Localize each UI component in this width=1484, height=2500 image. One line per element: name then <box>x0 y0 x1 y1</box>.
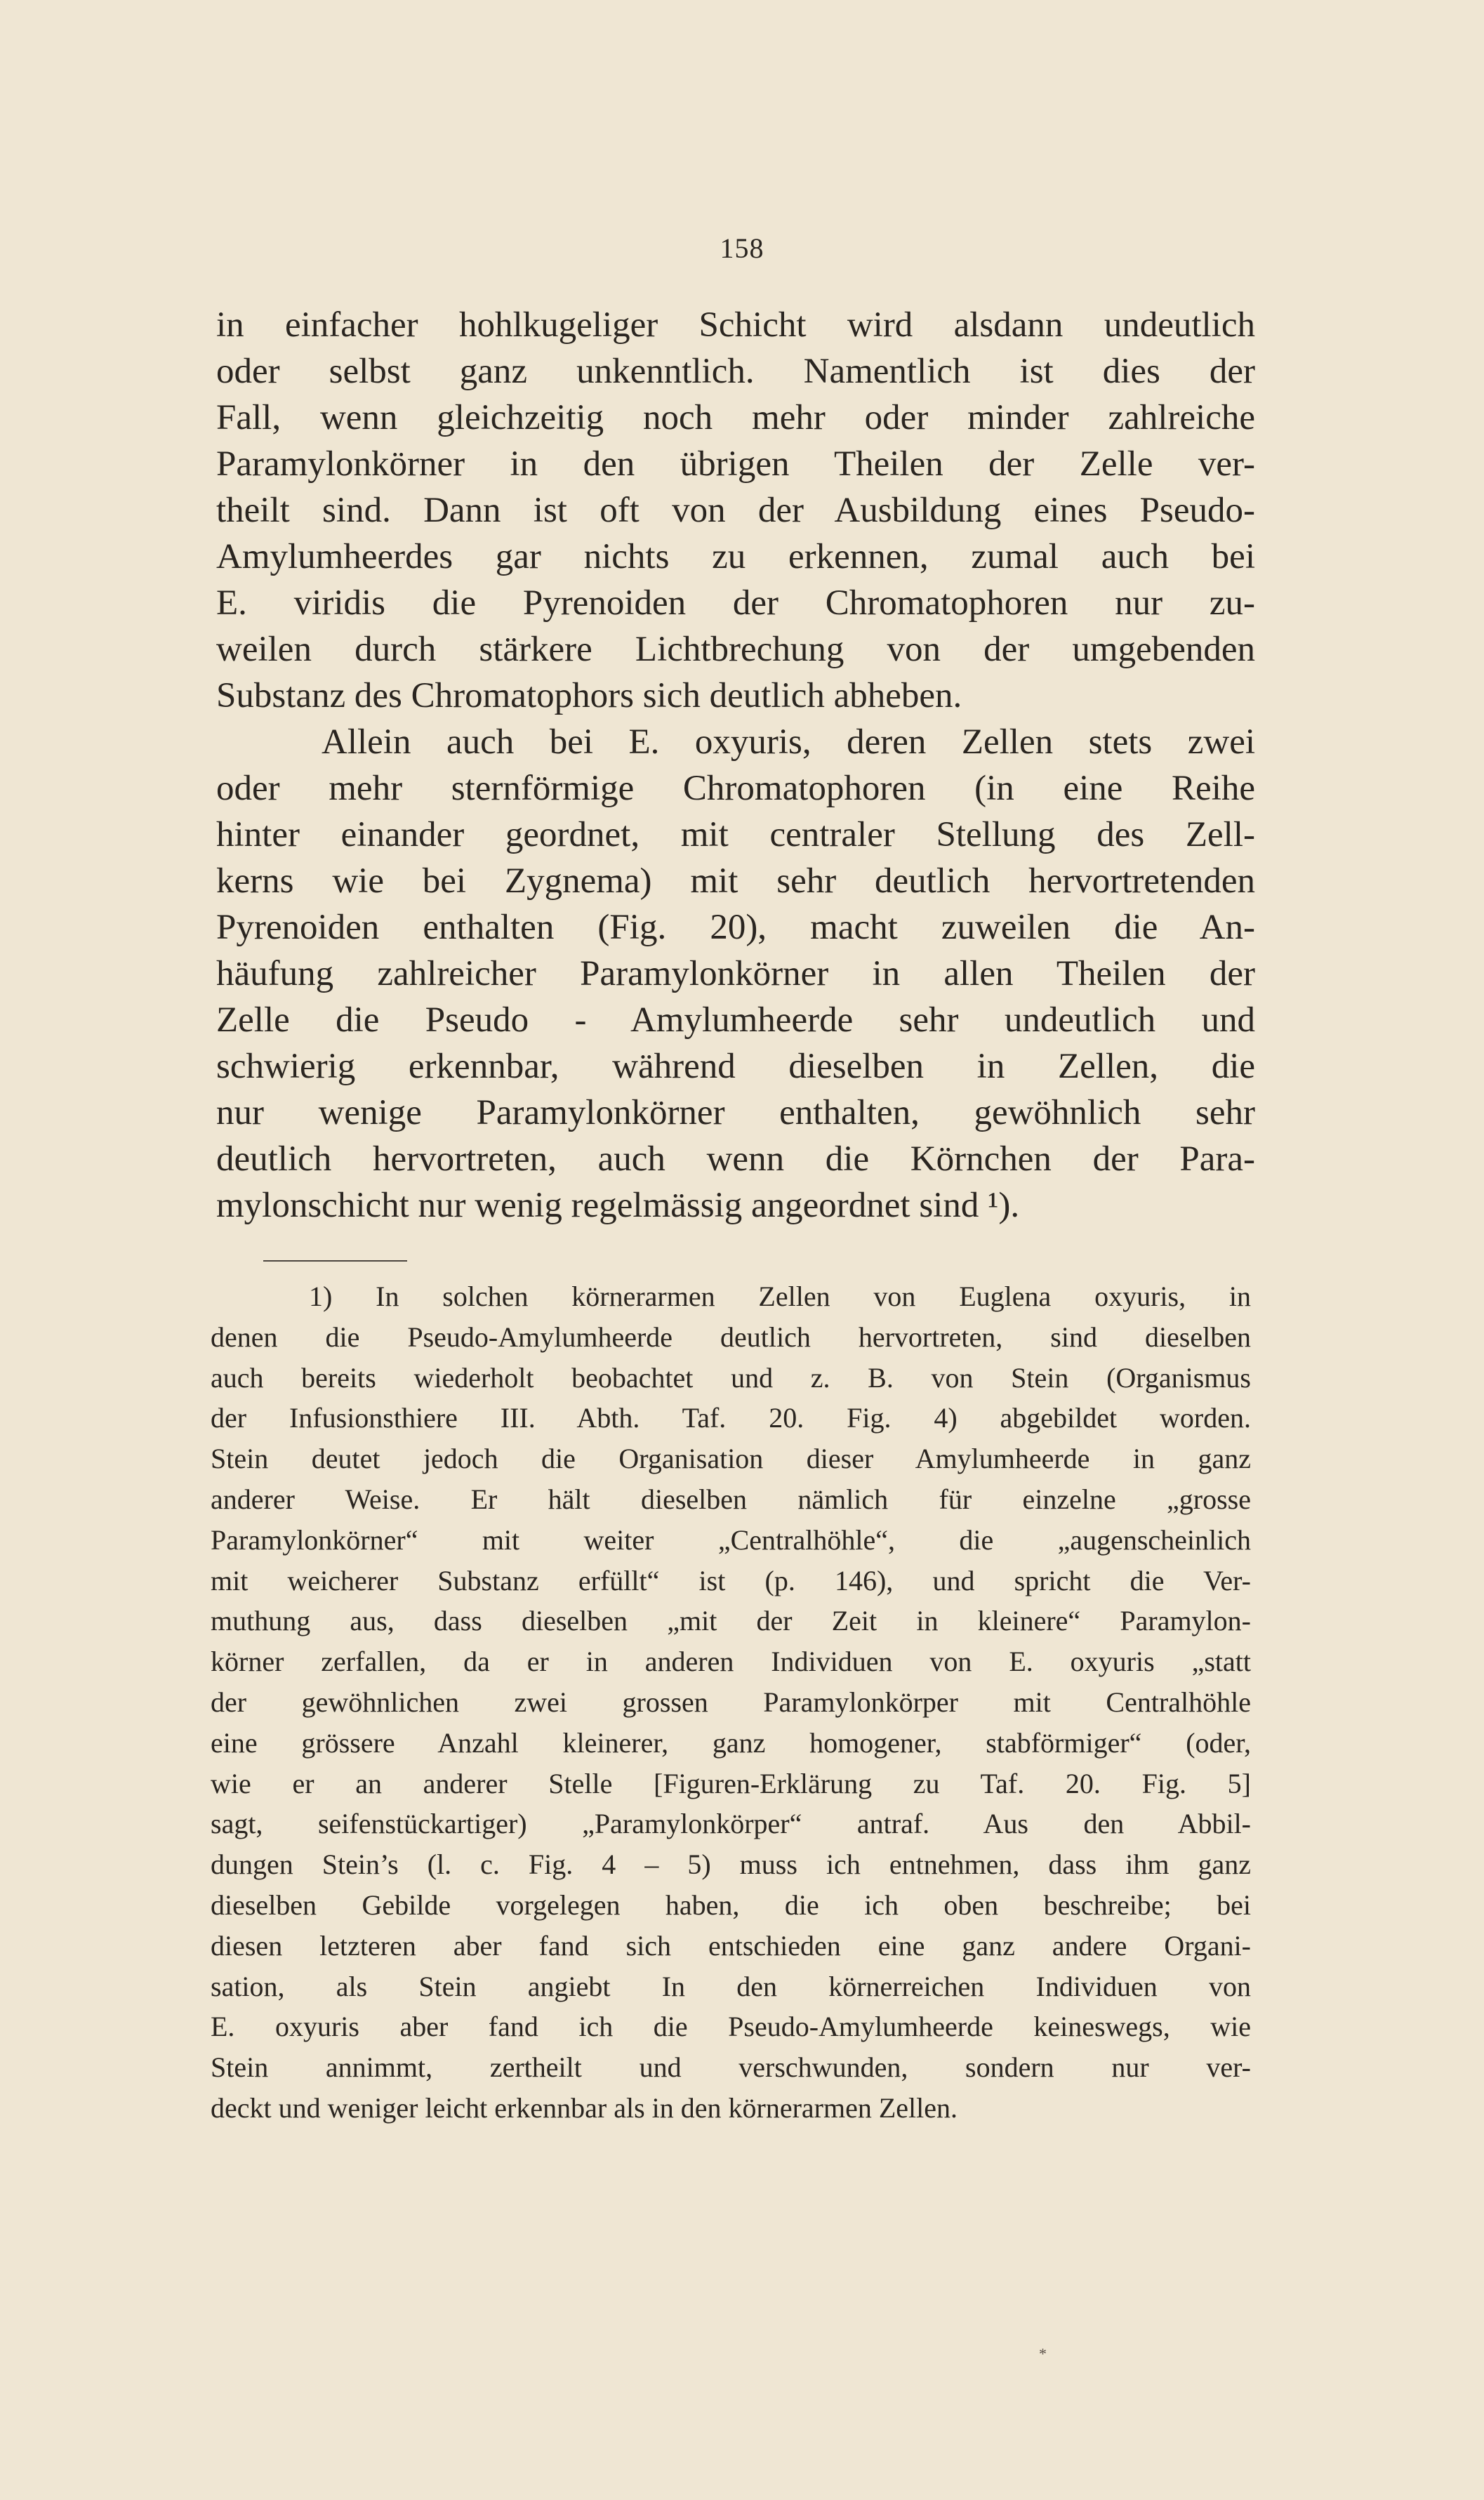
text-line: Substanz des Chromatophors sich deutlich abheben. <box>216 676 962 715</box>
footnote-line: Stein deutet jedoch die Organisation dieser Amylumheerde in ganz <box>211 1443 1251 1475</box>
footnote-line: Stein annimmt, zertheilt und verschwunden, sondern nur ver- <box>211 2051 1251 2084</box>
footnote-line: mit weicherer Substanz erfüllt“ ist (p. 146), und spricht die Ver- <box>211 1564 1251 1596</box>
footnote-line: körner zerfallen, da er in anderen Individuen von E. oxyuris „statt <box>211 1646 1251 1678</box>
text-line: Amylumheerdes gar nichts zu erkennen, zumal auch bei <box>216 537 1255 576</box>
text-line: deutlich hervortreten, auch wenn die Körnchen der Para- <box>216 1139 1255 1179</box>
footnote-line: dieselben Gebilde vorgelegen haben, die ich oben beschreibe; bei <box>211 1889 1251 1921</box>
text-line: Paramylonkörner in den übrigen Theilen der Zelle ver- <box>216 444 1255 484</box>
text-line: Zelle die Pseudo - Amylumheerde sehr undeutlich und <box>216 1000 1255 1040</box>
text-line: E. viridis die Pyrenoiden der Chromatophoren nur zu- <box>216 583 1255 623</box>
text-line: mylonschicht nur wenig regelmässig angeordnet sind ¹). <box>216 1186 1020 1225</box>
text-line: Fall, wenn gleichzeitig noch mehr oder minder zahlreiche <box>216 398 1255 437</box>
footnote-line: muthung aus, dass dieselben „mit der Zeit in kleinere“ Paramylon- <box>211 1605 1251 1637</box>
text-line: oder mehr sternförmige Chromatophoren (in eine Reihe <box>216 769 1255 808</box>
page-number: 158 <box>720 232 764 264</box>
main-text-block <box>216 302 1255 1229</box>
footnote-line: wie er an anderer Stelle [Figuren-Erklärung zu Taf. 20. Fig. 5] <box>211 1767 1251 1799</box>
footnote-line: diesen letzteren aber fand sich entschieden eine ganz andere Organi- <box>211 1929 1251 1962</box>
footnote-separator <box>263 1260 407 1262</box>
footnote-block <box>211 1276 1251 2129</box>
text-line: weilen durch stärkere Lichtbrechung von der umgebenden <box>216 630 1255 669</box>
text-line: schwierig erkennbar, während dieselben in Zellen, die <box>216 1047 1255 1086</box>
footnote-line: Paramylonkörner“ mit weiter „Centralhöhle“, die „augenscheinlich <box>211 1523 1251 1556</box>
footnote-line: anderer Weise. Er hält dieselben nämlich für einzelne „grosse <box>211 1483 1251 1515</box>
stray-mark: * <box>1039 2345 1047 2362</box>
footnote-line: der gewöhnlichen zwei grossen Paramylonkörper mit Centralhöhle <box>211 1686 1251 1718</box>
footnote-line: eine grössere Anzahl kleinerer, ganz homogener, stabförmiger“ (oder, <box>211 1726 1251 1759</box>
footnote-line: deckt und weniger leicht erkennbar als in den körnerarmen Zellen. <box>211 2091 958 2124</box>
text-line: theilt sind. Dann ist oft von der Ausbildung eines Pseudo- <box>216 491 1255 530</box>
footnote-line: der Infusionsthiere III. Abth. Taf. 20. Fig. 4) abgebildet worden. <box>211 1402 1251 1434</box>
footnote-line: denen die Pseudo-Amylumheerde deutlich hervortreten, sind dieselben <box>211 1321 1251 1353</box>
text-line: nur wenige Paramylonkörner enthalten, gewöhnlich sehr <box>216 1093 1255 1132</box>
text-line: oder selbst ganz unkenntlich. Namentlich ist dies der <box>216 352 1255 391</box>
footnote-line: 1) In solchen körnerarmen Zellen von Euglena oxyuris, in <box>309 1281 1251 1312</box>
text-line: häufung zahlreicher Paramylonkörner in allen Theilen der <box>216 954 1255 993</box>
footnote-line: sation, als Stein angiebt In den körnerreichen Individuen von <box>211 1970 1251 2002</box>
text-line: hinter einander geordnet, mit centraler Stellung des Zell- <box>216 815 1255 854</box>
footnote-line: auch bereits wiederholt beobachtet und z. B. von Stein (Organismus <box>211 1361 1251 1394</box>
footnote-line: dungen Stein’s (l. c. Fig. 4 – 5) muss ich entnehmen, dass ihm ganz <box>211 1848 1251 1881</box>
footnote-line: sagt, seifenstückartiger) „Paramylonkörper“ antraf. Aus den Abbil- <box>211 1808 1251 1840</box>
text-line: Allein auch bei E. oxyuris, deren Zellen stets zwei <box>322 722 1255 762</box>
text-line: Pyrenoiden enthalten (Fig. 20), macht zuweilen die An- <box>216 908 1255 947</box>
text-line: kerns wie bei Zygnema) mit sehr deutlich hervortretenden <box>216 861 1255 901</box>
text-line: in einfacher hohlkugeliger Schicht wird alsdann undeutlich <box>216 305 1255 345</box>
footnote-line: E. oxyuris aber fand ich die Pseudo-Amylumheerde keineswegs, wie <box>211 2011 1251 2043</box>
